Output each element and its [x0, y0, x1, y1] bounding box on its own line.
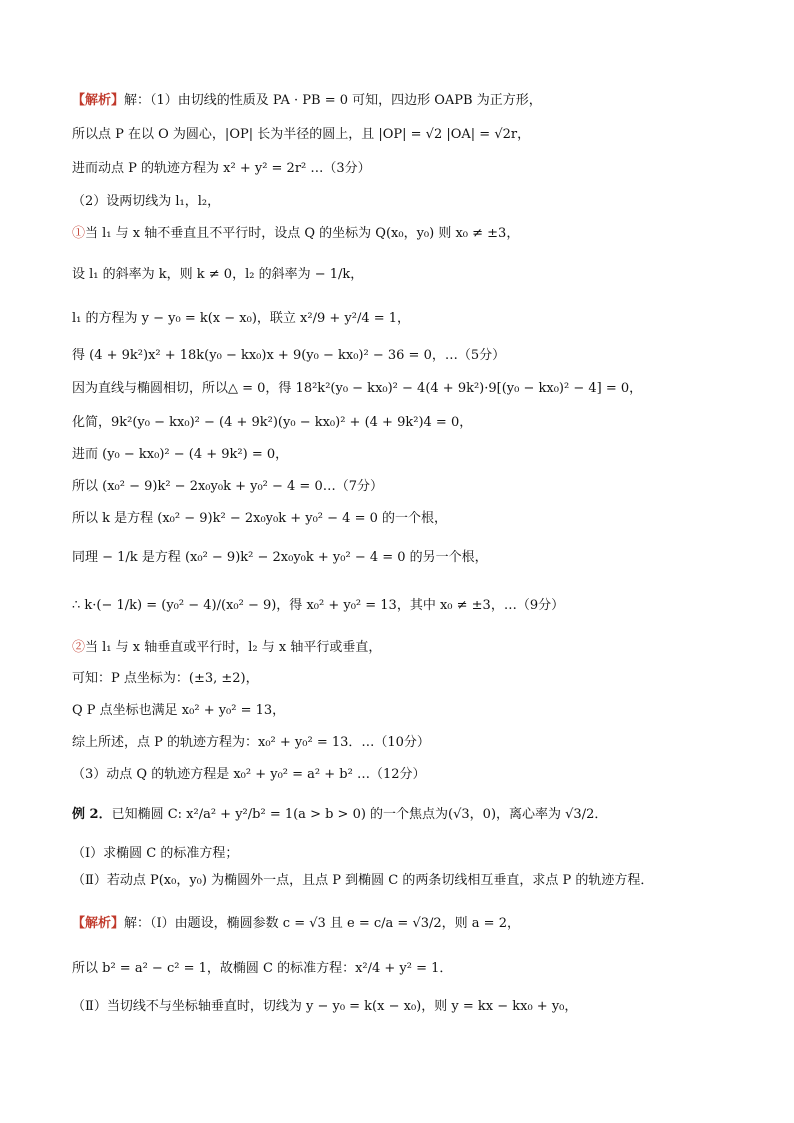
example-label: 例 2．	[72, 807, 112, 822]
solution-tag: 【解析】	[72, 93, 125, 108]
example-2-question-1: （Ⅰ）求椭圆 C 的标准方程；	[72, 846, 239, 861]
text: 已知椭圆 C: x²/a² + y²/b² = 1(a > b > 0) 的一个焦点为(√3，0)，离心率为 √3/2．	[111, 807, 608, 822]
case-marker-1: ①	[72, 226, 86, 241]
part2-line-16: 综上所述，点 P 的轨迹方程为：x₀² + y₀² = 13．…（10分）	[72, 735, 430, 750]
case-marker-2: ②	[72, 640, 86, 655]
text: 当 l₁ 与 x 轴不垂直且不平行时，设点 Q 的坐标为 Q(x₀，y₀) 则 x₀ ≠ ±3，	[85, 226, 520, 241]
part2-line-6: 因为直线与椭圆相切，所以△ = 0，得 18²k²(y₀ − kx₀)² − 4(4 + 9k²)·9[(y₀ − kx₀)² − 4] = 0，	[72, 381, 643, 396]
text: 解：（1）由切线的性质及 PA · PB = 0 可知，四边形 OAPB 为正方形，	[124, 93, 542, 108]
example-2-statement	[72, 806, 607, 824]
part2-case1	[72, 225, 519, 243]
solution-1-line-3: 进而动点 P 的轨迹方程为 x² + y² = 2r² …（3分）	[72, 161, 371, 176]
part2-line-12: ∴ k·(− 1/k) = (y₀² − 4)/(x₀² − 9)，得 x₀² + y₀² = 13，其中 x₀ ≠ ±3，…（9分）	[72, 598, 565, 613]
solution-1-line-2: 所以点 P 在以 O 为圆心，|OP| 长为半径的圆上，且 |OP| = √2 |OA| = √2r，	[72, 127, 531, 142]
solution-2-line-1	[72, 915, 520, 933]
part2-line-9: 所以 (x₀² − 9)k² − 2x₀y₀k + y₀² − 4 = 0…（7分）	[72, 479, 384, 494]
part2-line-7: 化简，9k²(y₀ − kx₀)² − (4 + 9k²)(y₀ − kx₀)² + (4 + 9k²)4 = 0，	[72, 415, 473, 430]
part2-line-10: 所以 k 是方程 (x₀² − 9)k² − 2x₀y₀k + y₀² − 4 = 0 的一个根，	[72, 511, 448, 526]
text: 解：（Ⅰ）由题设，椭圆参数 c = √3 且 e = c/a = √3/2，则 a = 2，	[124, 916, 520, 931]
part3-line-1: （3）动点 Q 的轨迹方程是 x₀² + y₀² = a² + b² …（12分）	[72, 767, 426, 782]
part2-line-1: （2）设两切线为 l₁，l₂，	[72, 194, 221, 209]
part2-line-15: Q P 点坐标也满足 x₀² + y₀² = 13，	[72, 703, 286, 718]
part2-line-14: 可知：P 点坐标为：(±3, ±2)，	[72, 671, 259, 686]
part2-line-4: l₁ 的方程为 y − y₀ = k(x − x₀)，联立 x²/9 + y²/4 = 1，	[72, 311, 411, 326]
part2-line-8: 进而 (y₀ − kx₀)² − (4 + 9k²) = 0，	[72, 447, 289, 462]
solution-2-line-2: 所以 b² = a² − c² = 1，故椭圆 C 的标准方程：x²/4 + y² = 1．	[72, 961, 453, 976]
solution-2-line-3: （Ⅱ）当切线不与坐标轴垂直时，切线为 y − y₀ = k(x − x₀)，则 y = kx − kx₀ + y₀，	[72, 999, 578, 1014]
part2-line-3: 设 l₁ 的斜率为 k，则 k ≠ 0，l₂ 的斜率为 − 1/k，	[72, 267, 364, 282]
text: 当 l₁ 与 x 轴垂直或平行时，l₂ 与 x 轴平行或垂直，	[85, 640, 382, 655]
solution-tag: 【解析】	[72, 916, 125, 931]
part2-case2	[72, 639, 381, 657]
solution-1-line-1	[72, 92, 542, 110]
example-2-question-2: （Ⅱ）若动点 P(x₀，y₀) 为椭圆外一点，且点 P 到椭圆 C 的两条切线相互垂直，求点 P 的轨迹方程．	[72, 873, 654, 888]
part2-line-11: 同理 − 1/k 是方程 (x₀² − 9)k² − 2x₀y₀k + y₀² − 4 = 0 的另一个根，	[72, 550, 488, 565]
part2-line-5: 得 (4 + 9k²)x² + 18k(y₀ − kx₀)x + 9(y₀ − kx₀)² − 36 = 0，…（5分）	[72, 348, 506, 363]
